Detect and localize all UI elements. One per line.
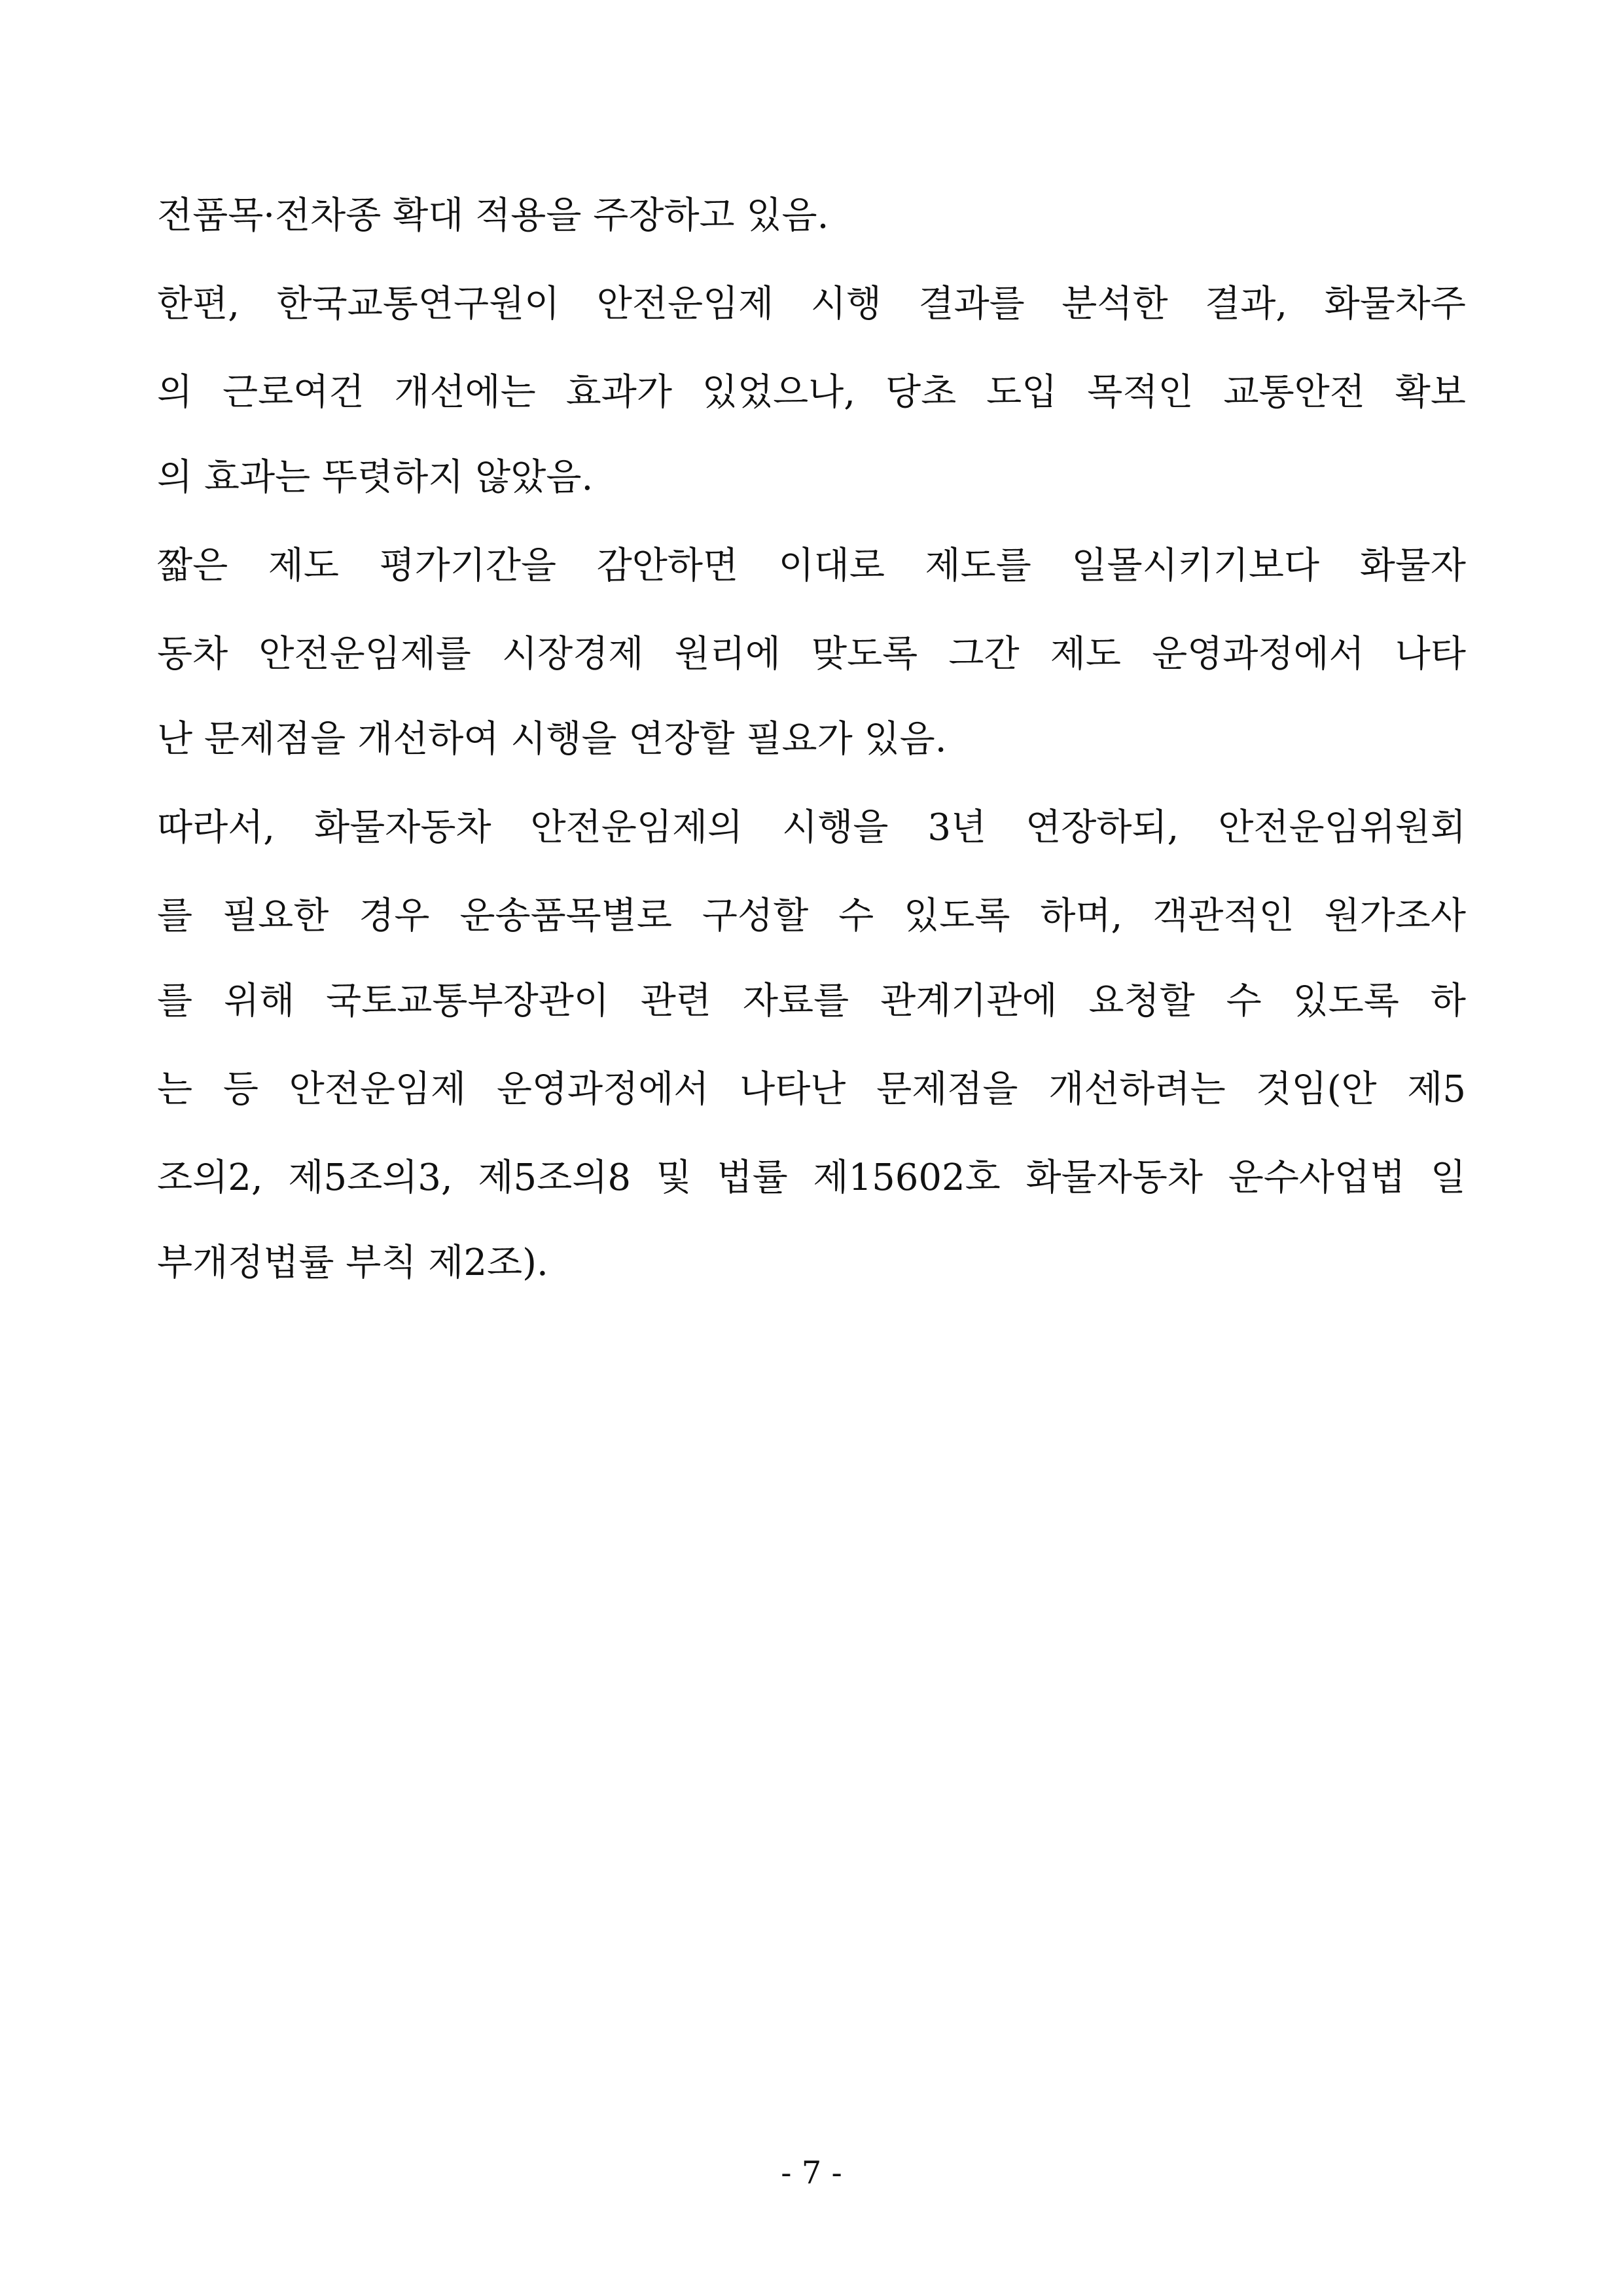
page-number: - 7 - [781,2155,842,2191]
text-line: 조의2, 제5조의3, 제5조의8 및 법률 제15602호 화물자동차 운수사업법 일 [157,1157,1466,1199]
text-line: 한편, 한국교통연구원이 안전운임제 시행 결과를 분석한 결과, 화물차주 [157,283,1466,325]
text-line: 따라서, 화물자동차 안전운임제의 시행을 3년 연장하되, 안전운임위원회 [157,806,1466,849]
text-line: 는 등 안전운임제 운영과정에서 나타난 문제점을 개선하려는 것임(안 제5 [157,1068,1466,1111]
text-line: 난 문제점을 개선하여 시행을 연장할 필요가 있음. [157,718,947,761]
text-line: 짧은 제도 평가기간을 감안하면 이대로 제도를 일몰시키기보다 화물자 [157,545,1466,587]
text-line: 를 필요한 경우 운송품목별로 구성할 수 있도록 하며, 객관적인 원가조사 [157,895,1466,937]
text-line: 부개정법률 부칙 제2조). [157,1242,548,1284]
text-line: 의 근로여건 개선에는 효과가 있었으나, 당초 도입 목적인 교통안전 확보 [157,371,1466,414]
text-line: 의 효과는 뚜렷하지 않았음. [157,456,594,499]
text-line: 동차 안전운임제를 시장경제 원리에 맞도록 그간 제도 운영과정에서 나타 [157,633,1466,675]
text-line: 전품목·전차종 확대 적용을 주장하고 있음. [157,194,829,237]
text-line: 를 위해 국토교통부장관이 관련 자료를 관계기관에 요청할 수 있도록 하 [157,980,1466,1022]
